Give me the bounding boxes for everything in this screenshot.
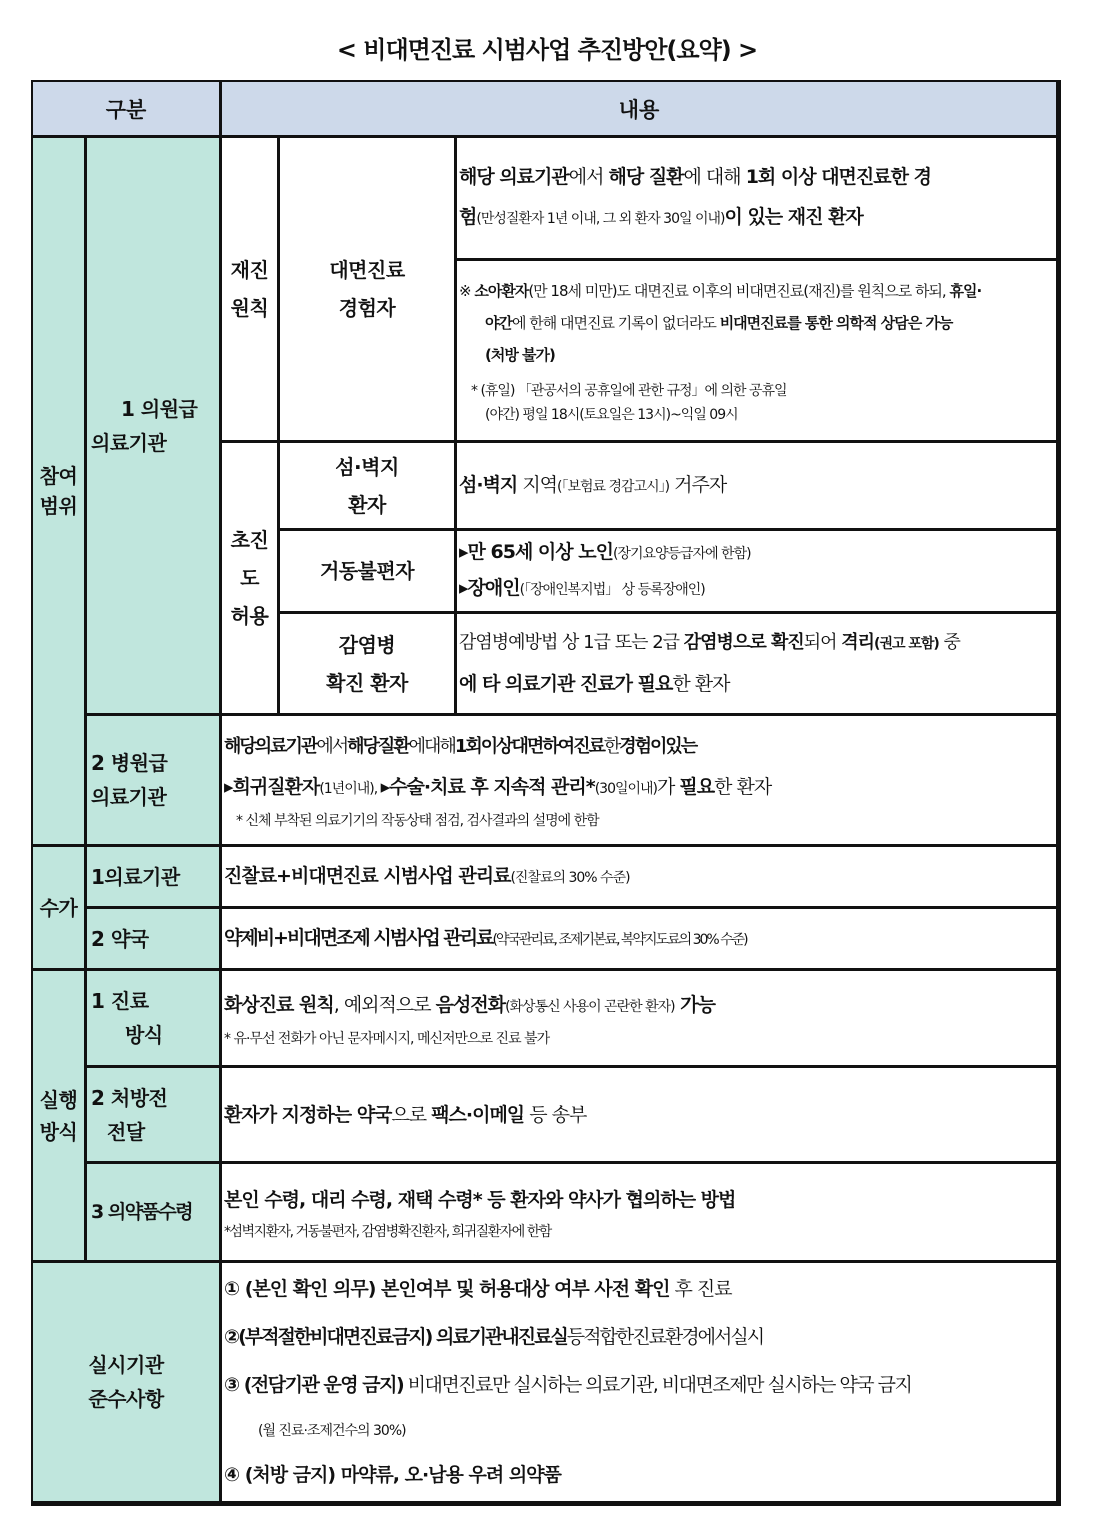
content-line [224, 985, 1056, 1027]
footnote-line: * 유·무선 전화가 아닌 문자메시지, 메신저만으로 진료 불가 [224, 1031, 550, 1047]
rx-line1: 2 처방전 [91, 1085, 168, 1110]
text-segment: (「보험료 경감고시」) [557, 478, 670, 495]
pediatric-note [455, 259, 1058, 442]
text-segment: 한 [603, 736, 620, 757]
content-line [224, 918, 1056, 960]
content-line [459, 535, 1056, 571]
content-line [459, 623, 1056, 664]
content-line [459, 157, 1056, 197]
content-line [224, 856, 1056, 898]
text-segment: 감염병으로 확진 [683, 632, 804, 653]
first-visit-label [220, 441, 279, 715]
text-segment: 휴일· [949, 281, 982, 300]
text-segment: (화상통신 사용이 곤란한 환자) [505, 999, 675, 1015]
drug-receipt-label: 3 의약품수령 [85, 1162, 221, 1262]
page-title: < 비대면진료 시범사업 추진방안(요약) > [336, 36, 758, 64]
text-segment: 에서 [568, 166, 609, 188]
compliance-line2: 준수사항 [88, 1387, 164, 1411]
text-segment: 에대해 [408, 736, 455, 757]
text-segment: 으로 [391, 1103, 432, 1126]
drug-receipt-content [220, 1162, 1058, 1262]
footnote-line: (야간) 평일 18시(토요일은 13시)~익일 09시 [485, 406, 738, 423]
compliance-label [31, 1261, 221, 1503]
care-method-label [85, 969, 221, 1067]
text-segment: (진찰료의 30% 수준) [510, 869, 630, 886]
text-segment: 거주자 [669, 473, 727, 496]
text-segment: 본인 수령, 대리 수령, 재택 수령* 등 환자와 약사가 협의하는 방법 [224, 1189, 736, 1211]
text-segment: 지역 [517, 473, 558, 496]
care-line2: 방식 [125, 1023, 163, 1047]
text-segment: 해당 질환 [608, 166, 684, 188]
rx-line2: 전달 [107, 1119, 145, 1144]
text-segment: 해당 의료기관 [459, 166, 569, 188]
revisit-line2: 원칙 [230, 296, 269, 320]
text-segment: (권고 포함) [874, 636, 939, 652]
text-segment: (월 진료·조제건수의 30%) [258, 1423, 406, 1439]
content-line [459, 571, 1056, 607]
island-line2: 환자 [348, 492, 386, 517]
text-segment: 소아환자 [474, 281, 529, 300]
text-segment: ②(부적절한비대면진료금지) 의료기관내진료실 [224, 1326, 567, 1348]
mobility-content [455, 529, 1058, 613]
text-segment: 1회 이상 대면진료한 경 [745, 166, 931, 188]
note-line [459, 339, 1056, 371]
island-line1: 섬·벽지 [335, 454, 399, 479]
face-exp-line2: 경험자 [338, 296, 396, 320]
face-exp-label [278, 136, 456, 442]
text-segment: 에서 [316, 736, 348, 757]
text-segment: 해당질환 [347, 736, 409, 757]
hospital-label [85, 714, 221, 846]
text-segment: 섬·벽지 [459, 473, 518, 496]
compliance-line1: 실시기관 [88, 1353, 164, 1377]
text-segment: 이있는 [650, 736, 697, 757]
infect-content [455, 612, 1058, 715]
text-segment: 이 있는 재진 환자 [724, 206, 863, 228]
content-line [224, 767, 1056, 809]
text-segment: ④ (처방 금지) 마약류, 오·남용 우려 의약품 [224, 1464, 561, 1486]
text-segment: 필요 [679, 776, 715, 798]
text-segment: ▸만 65세 이상 노인 [459, 541, 613, 563]
text-segment: 해당의료기관 [224, 736, 317, 757]
content-line [224, 1180, 1056, 1220]
compliance-content [220, 1261, 1058, 1503]
text-segment: 화상진료 원칙 [224, 994, 334, 1016]
list-item [224, 1409, 1056, 1451]
text-segment: (약국관리료, 조제기본료, 복약지도료의 30% 수준) [492, 931, 747, 948]
text-segment: 경험 [619, 736, 651, 757]
infect-line1: 감염병 [338, 632, 396, 657]
rx-delivery-label [85, 1066, 221, 1163]
text-segment: (「장애인복지법」 상 등록장애인) [519, 582, 705, 598]
text-segment: 진찰료+비대면진료 시범사업 관리료 [224, 864, 511, 887]
footnote-line: *섬벽지환자, 거동불편자, 감염병확진환자, 희귀질환자에 한함 [224, 1224, 551, 1240]
list-item [224, 1313, 1056, 1361]
first-visit-line1: 초진 [230, 528, 269, 552]
list-item [224, 1265, 1056, 1313]
text-segment: 등 송부 [524, 1103, 587, 1126]
text-segment: , 예외적으로 [333, 994, 436, 1016]
scope-label: 참여범위 [31, 136, 86, 846]
text-segment: 환자가 지정하는 약국 [224, 1103, 392, 1126]
clinic-level-label [85, 136, 221, 715]
text-segment: 에 타 의료기관 진료가 필요 [459, 673, 673, 695]
care-method-content [220, 969, 1058, 1067]
header-content: 내용 [220, 80, 1058, 137]
content-line [224, 727, 1056, 767]
note-line [459, 275, 1056, 307]
infect-line2: 확진 환자 [326, 670, 408, 695]
text-segment: 비대면진료만 실시하는 의료기관, 비대면조제만 실시하는 약국 금지 [403, 1374, 912, 1396]
first-visit-line2: 도 [240, 566, 259, 590]
text-segment: 1회이상대면하여진료 [454, 736, 604, 757]
text-segment: ① (본인 확인 의무) 본인여부 및 허용대상 여부 사전 확인 [224, 1278, 670, 1300]
text-segment: (만성질환자 1년 이내, 그 외 환자 30일 이내) [476, 211, 725, 227]
fee-clinic-label: 1의료기관 [85, 845, 221, 908]
method-line2: 방식 [39, 1119, 78, 1144]
list-item [224, 1451, 1056, 1499]
hospital-line1: 2 병원급 [91, 751, 168, 775]
text-segment: 감염병예방법 상 1급 또는 2급 [459, 632, 684, 653]
hospital-line2: 의료기관 [91, 785, 167, 809]
header-category: 구분 [31, 80, 221, 137]
text-segment: 가 [657, 776, 680, 798]
hospital-content [220, 714, 1058, 846]
clinic-line1: 1 의원급 [121, 396, 198, 421]
text-segment: ▸수술·치료 후 지속적 관리* [380, 776, 595, 798]
text-segment: 약제비+비대면조제 시범사업 관리료 [224, 926, 493, 949]
care-line1: 1 진료 [91, 989, 149, 1013]
fee-label: 수가 [31, 845, 86, 970]
method-label [31, 969, 86, 1262]
text-segment: 험 [459, 206, 477, 228]
fee-clinic-content [220, 845, 1058, 908]
island-label [278, 441, 456, 530]
text-segment: 한 환자 [714, 776, 772, 798]
content-line [224, 1095, 1056, 1135]
revisit-line1: 재진 [230, 258, 269, 282]
text-segment: 가능 [674, 994, 715, 1016]
text-segment: 등적합한진료환경에서실시 [566, 1326, 764, 1348]
first-visit-line3: 허용 [230, 604, 269, 628]
text-segment: ③ (전담기관 운영 금지) [224, 1374, 404, 1396]
content-line [459, 465, 1056, 507]
text-segment: (처방 불가) [485, 345, 555, 364]
fee-pharmacy-content [220, 907, 1058, 970]
face-exp-line1: 대면진료 [329, 258, 405, 282]
text-segment: 되어 [803, 632, 842, 653]
footnote-line: * 신체 부착된 의료기기의 작동상태 점검, 검사결과의 설명에 한함 [236, 813, 599, 829]
method-line1: 실행 [39, 1087, 78, 1112]
content-line [459, 197, 1056, 239]
list-item [224, 1361, 1056, 1409]
text-segment: (30일이내) [594, 781, 658, 797]
note-line [459, 307, 1056, 339]
content-line [459, 664, 1056, 704]
text-segment: (장기요양등급자에 한함) [612, 546, 751, 562]
rx-delivery-content [220, 1066, 1058, 1163]
text-segment: (1년이내), [319, 781, 381, 797]
text-segment: (만 18세 미만)도 대면진료 이후의 비대면진료(재진)를 원칙으로 하되, [528, 281, 950, 300]
text-segment: ※ [459, 281, 475, 300]
text-segment: 에 대해 [683, 166, 746, 188]
clinic-line2: 의료기관 [91, 430, 167, 455]
text-segment: 야간 [485, 313, 512, 332]
text-segment: 비대면진료를 통한 의학적 상담은 가능 [719, 313, 953, 332]
text-segment: 팩스·이메일 [431, 1103, 525, 1126]
text-segment: 음성전화 [435, 994, 506, 1016]
revisit-label [220, 136, 279, 442]
text-segment: ▸장애인 [459, 577, 520, 599]
infect-label [278, 612, 456, 715]
text-segment: 후 진료 [669, 1278, 732, 1300]
footnote-line: * (휴일) 「관공서의 공휴일에 관한 규정」에 의한 공휴일 [471, 382, 787, 399]
fee-pharmacy-label: 2 약국 [85, 907, 221, 970]
text-segment: ▸희귀질환자 [224, 776, 320, 798]
text-segment: 에 한해 대면진료 기록이 없더라도 [511, 313, 720, 332]
face-exp-content [455, 136, 1058, 260]
text-segment: 격리 [841, 632, 875, 653]
island-content [455, 441, 1058, 530]
text-segment: 중 [938, 632, 960, 653]
mobility-label: 거동불편자 [278, 529, 456, 613]
text-segment: 한 환자 [672, 673, 730, 695]
